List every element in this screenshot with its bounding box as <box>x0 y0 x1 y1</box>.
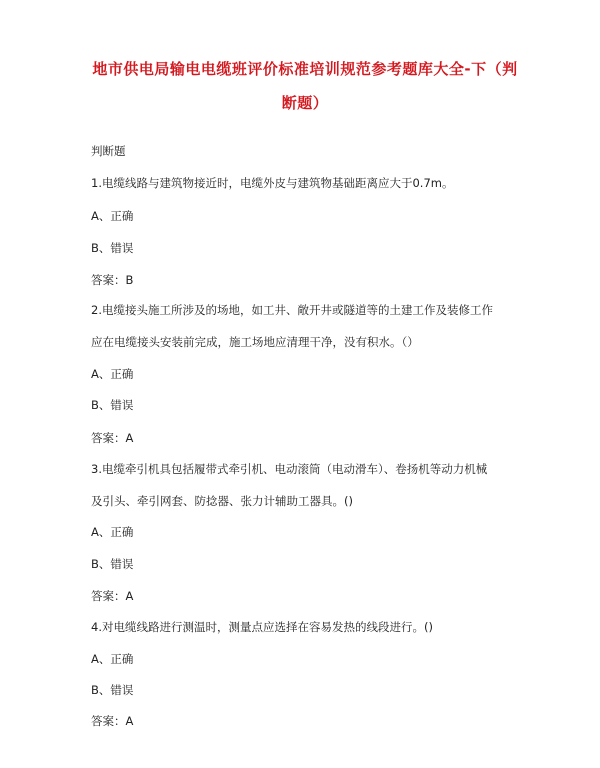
question-4-option-b: B、错误 <box>91 683 134 697</box>
question-1-answer: 答案：B <box>91 273 134 287</box>
question-1-stem-line-1: 1.电缆线路与建筑物接近时，电缆外皮与建筑物基础距离应大于0.7m。 <box>91 176 454 190</box>
question-4-stem-line-1: 4.对电缆线路进行测温时，测量点应选择在容易发热的线段进行。() <box>91 620 433 634</box>
question-3-answer: 答案：A <box>91 589 134 603</box>
document-title <box>60 52 550 120</box>
question-3-option-b: B、错误 <box>91 557 134 571</box>
question-4-option-a: A、正确 <box>91 652 134 666</box>
question-1-option-b: B、错误 <box>91 241 134 255</box>
question-2-stem-line-2: 应在电缆接头安装前完成，施工场地应清理干净，没有积水。（） <box>91 335 419 349</box>
title-line-2: 断题） <box>281 94 329 112</box>
question-3-stem-line-2: 及引头、牵引网套、防捻器、张力计辅助工器具。() <box>91 494 353 508</box>
question-2-answer: 答案：A <box>91 431 134 445</box>
question-4-answer: 答案：A <box>91 714 134 728</box>
question-2-option-a: A、正确 <box>91 367 134 381</box>
question-3-option-a: A、正确 <box>91 525 134 539</box>
title-line-1: 地市供电局输电电缆班评价标准培训规范参考题库大全-下（判 <box>92 60 518 78</box>
question-1-option-a: A、正确 <box>91 209 134 223</box>
question-2-stem-line-1: 2.电缆接头施工所涉及的场地，如工井、敞开井或隧道等的土建工作及装修工作 <box>91 303 493 317</box>
question-2-option-b: B、错误 <box>91 398 134 412</box>
section-heading: 判断题 <box>91 144 126 158</box>
question-3-stem-line-1: 3.电缆牵引机具包括履带式牵引机、电动滚筒（电动滑车）、卷扬机等动力机械 <box>91 462 488 476</box>
